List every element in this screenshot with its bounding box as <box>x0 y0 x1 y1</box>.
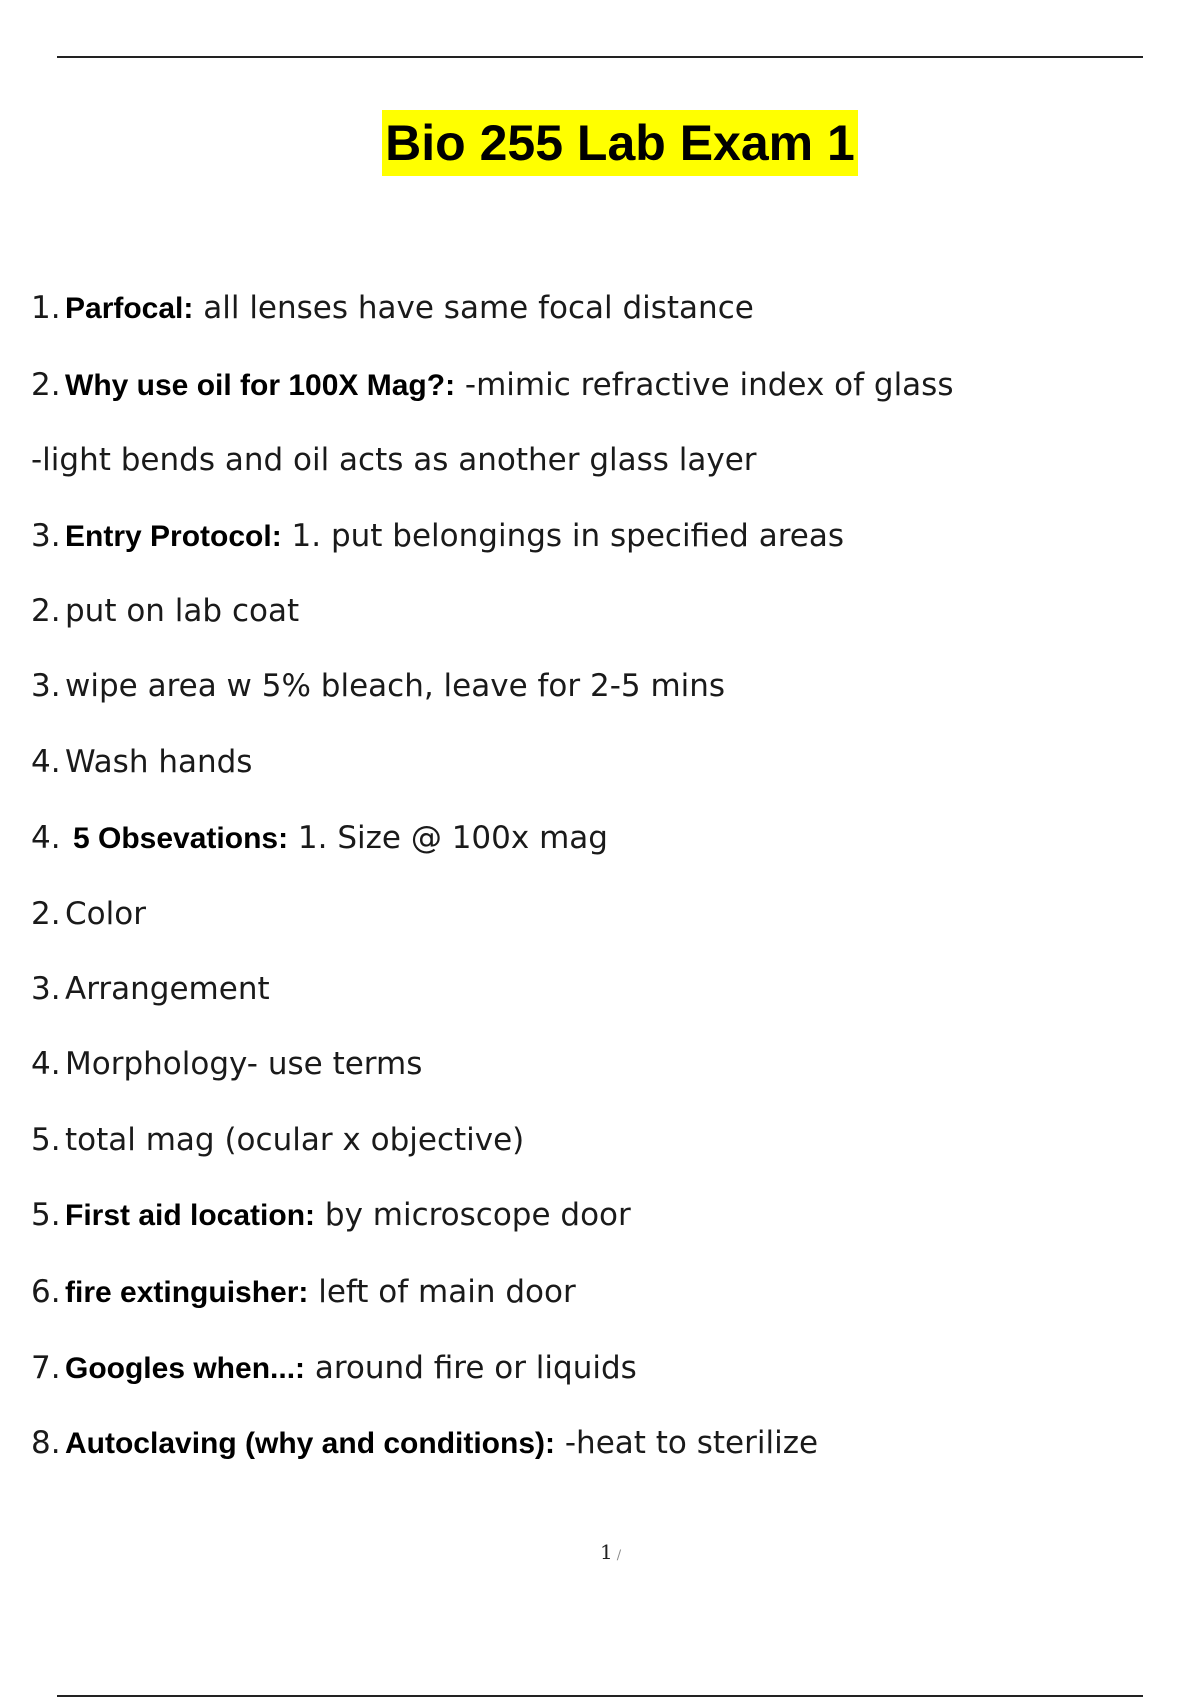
item-number: 2. <box>31 367 61 403</box>
list-item <box>31 969 270 1009</box>
item-text: -mimic refractive index of glass <box>455 367 954 403</box>
item-term: 5 Obsevations: <box>73 822 289 855</box>
item-text: Morphology- use terms <box>65 1046 423 1082</box>
list-item <box>31 1195 631 1236</box>
item-text: around fire or liquids <box>305 1350 637 1386</box>
item-number: 6. <box>31 1274 61 1310</box>
item-number: 2. <box>31 896 61 932</box>
list-item <box>31 516 844 557</box>
list-item <box>31 742 252 782</box>
item-text: Arrangement <box>65 971 270 1007</box>
item-number: 2. <box>31 593 61 629</box>
page-number <box>600 1540 621 1564</box>
document-title: Bio 255 Lab Exam 1 <box>382 110 858 176</box>
page-number-value: 1 <box>600 1540 613 1564</box>
item-term: Entry Protocol: <box>65 520 282 553</box>
item-number: 4. <box>31 744 61 780</box>
item-number: 1. <box>31 290 61 326</box>
title-container <box>0 110 1200 176</box>
item-term: Googles when...: <box>65 1352 306 1385</box>
item-term: First aid location: <box>65 1199 316 1232</box>
list-item <box>31 666 725 706</box>
list-item <box>31 1348 637 1389</box>
item-number: 8. <box>31 1425 61 1461</box>
list-item <box>31 1044 422 1084</box>
item-text: Wash hands <box>65 744 253 780</box>
item-text: 1. put belongings in specified areas <box>281 518 844 554</box>
list-item <box>31 894 146 934</box>
item-text: Color <box>65 896 146 932</box>
list-item <box>31 288 754 329</box>
item-term: Why use oil for 100X Mag?: <box>65 369 456 402</box>
item-text: left of main door <box>308 1274 576 1310</box>
top-rule <box>57 56 1143 58</box>
item-text: wipe area w 5% bleach, leave for 2-5 mins <box>65 668 726 704</box>
list-item <box>31 818 608 859</box>
list-item <box>31 1120 524 1160</box>
item-number: 3. <box>31 971 61 1007</box>
item-number: 5. <box>31 1197 61 1233</box>
item-text: by microscope door <box>315 1197 631 1233</box>
item-text: all lenses have same focal distance <box>193 290 754 326</box>
item-number: 4. <box>31 820 61 856</box>
item-text: -light bends and oil acts as another glass layer <box>31 442 757 478</box>
item-text: total mag (ocular x objective) <box>65 1122 525 1158</box>
item-number: 3. <box>31 668 61 704</box>
item-text: 1. Size @ 100x mag <box>288 820 608 856</box>
list-item <box>31 440 757 480</box>
page-number-separator: / <box>616 1548 622 1563</box>
item-number: 7. <box>31 1350 61 1386</box>
item-text: put on lab coat <box>65 593 300 629</box>
item-term: Autoclaving (why and conditions): <box>65 1427 555 1460</box>
bottom-rule <box>57 1695 1143 1697</box>
item-term: fire extinguisher: <box>65 1276 309 1309</box>
item-number: 4. <box>31 1046 61 1082</box>
list-item <box>31 1423 818 1464</box>
item-text: -heat to sterilize <box>555 1425 819 1461</box>
item-number: 5. <box>31 1122 61 1158</box>
list-item <box>31 365 953 406</box>
list-item <box>31 591 299 631</box>
list-item <box>31 1272 576 1313</box>
item-term: Parfocal: <box>65 292 194 325</box>
item-number: 3. <box>31 518 61 554</box>
